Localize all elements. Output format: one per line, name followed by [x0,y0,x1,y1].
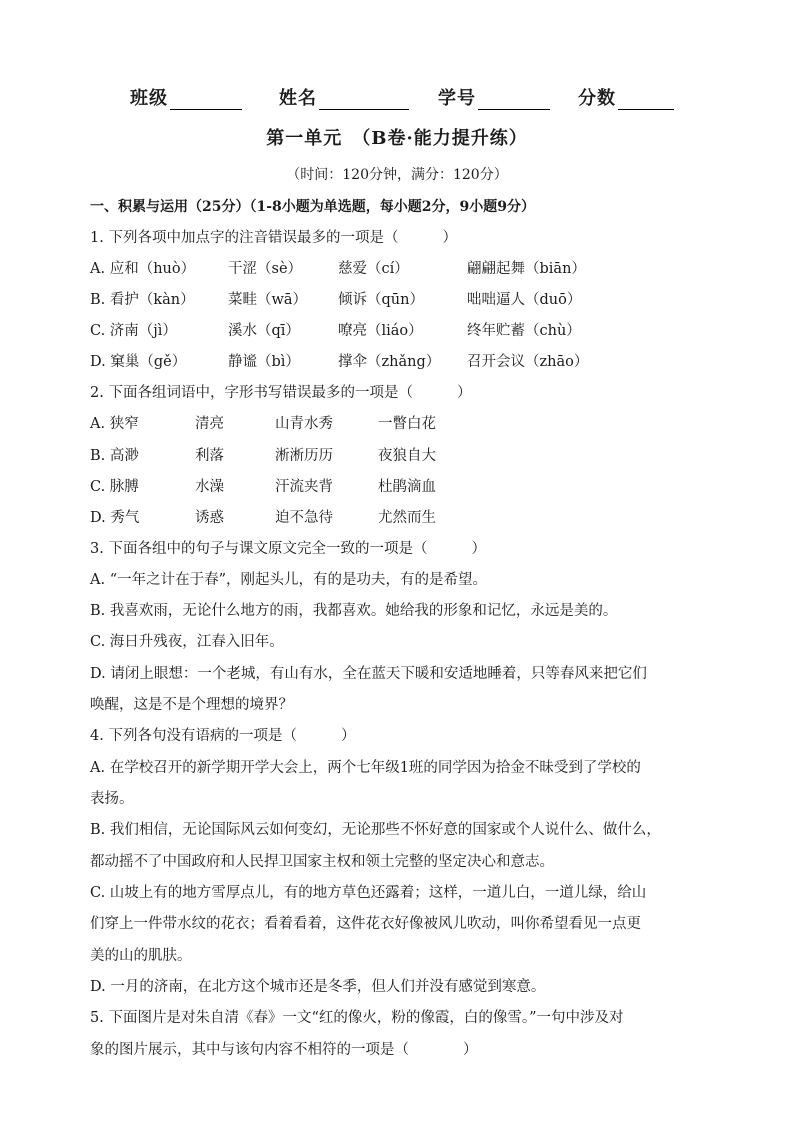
student-number-blank[interactable] [478,91,550,110]
question-4-close: ） [340,728,356,744]
score-blank[interactable] [618,91,674,110]
question-4-text: 4. 下列各句没有语病的一项是（ [90,728,297,744]
question-1-text: 1. 下列各项中加点字的注音错误最多的一项是（ [90,230,399,246]
q3-option-d-line1: D. 请闭上眼想：一个老城，有山有水，全在蓝天下暖和安适地睡着，只等春风来把它们 [90,666,647,682]
q4-option-d: D. 一月的济南，在北方这个城市还是冬季，但人们并没有感觉到寒意。 [90,979,546,995]
q2-option-d-3: 迫不急待 [275,510,333,526]
q1-option-b-1: B. 看护（kàn） [90,292,195,308]
class-field[interactable] [130,84,242,110]
question-5-line2 [90,1040,478,1060]
q4-option-b-line1: B. 我们相信，无论国际风云如何变幻，无论那些不怀好意的国家或个人说什么、做什么， [90,822,661,838]
question-5-line1: 5. 下面图片是对朱自清《春》一文“红的像火，粉的像霞，白的像雪。”一句中涉及对 [90,1010,624,1026]
q1-option-a-1: A. 应和（huò） [90,261,196,277]
q1-option-a-2: 干涩（sè） [228,261,303,277]
q1-option-a-4: 翩翩起舞（biān） [467,261,586,277]
header-fields [0,84,794,112]
q1-option-d-4: 召开会议（zhāo） [467,354,589,370]
q2-option-c-4: 杜鹃滴血 [378,479,436,495]
q1-option-c-3: 嘹亮（liáo） [338,323,423,339]
q4-option-c-line3: 美的山的肌肤。 [90,948,192,964]
q1-option-d-2: 静谧（bì） [228,354,300,370]
q1-option-c-1: C. 济南（jì） [90,323,177,339]
exam-time-info: （时间：120分钟，满分：120分） [286,167,508,183]
question-2-close: ） [456,385,472,401]
q4-option-a-line2: 表扬。 [90,791,134,807]
question-2-stem [90,383,471,403]
section-heading: 一、积累与运用（25分）（1-8小题为单选题，每小题2分，9小题9分） [90,199,535,215]
name-field[interactable] [279,84,409,110]
q2-option-a-4: 一瞥白花 [378,416,436,432]
question-3-stem [90,539,486,559]
q2-option-d-2: 诱惑 [195,510,224,526]
q1-option-b-2: 菜畦（wā） [228,292,308,308]
name-blank[interactable] [319,91,409,110]
question-3-close: ） [471,541,486,557]
q1-option-b-3: 倾诉（qūn） [338,292,424,308]
q3-option-d-line2: 唤醒，这是不是个理想的境界？ [90,697,293,713]
class-label: 班级 [130,88,168,109]
question-4-stem [90,726,355,746]
q4-option-a-line1: A. 在学校召开的新学期开学大会上，两个七年级1班的同学因为拾金不昧受到了学校的 [90,760,641,776]
q2-option-a-3: 山青水秀 [275,416,333,432]
question-5-close: ） [463,1042,478,1058]
q1-option-d-3: 撑伞（zhǎng） [338,354,441,370]
q4-option-c-line2: 们穿上一件带水纹的花衣；看着看着，这件花衣好像被风儿吹动，叫你希望看见一点更 [90,916,641,932]
q2-option-c-2: 水澡 [195,479,224,495]
q2-option-b-4: 夜狼自大 [378,448,436,464]
question-5-text: 象的图片展示，其中与该句内容不相符的一项是（ [90,1042,409,1058]
q3-option-c: C. 海日升残夜，江春入旧年。 [90,634,284,650]
score-label: 分数 [578,88,616,109]
q1-option-b-4: 咄咄逼人（duō） [467,292,582,308]
q2-option-d-1: D. 秀气 [90,510,140,526]
score-field[interactable] [578,84,674,110]
q1-option-c-2: 溪水（qī） [228,323,300,339]
question-3-text: 3. 下面各组中的句子与课文原文完全一致的一项是（ [90,541,428,557]
q2-option-c-1: C. 脉膊 [90,479,139,495]
question-1-close: ） [442,230,457,246]
q3-option-a: A. “一年之计在于春”，刚起头儿，有的是功夫，有的是希望。 [90,572,488,588]
q1-option-a-3: 慈爱（cí） [338,261,409,277]
q2-option-d-4: 尤然而生 [378,510,436,526]
q3-option-b: B. 我喜欢雨，无论什么地方的雨，我都喜欢。她给我的形象和记忆，永远是美的。 [90,603,618,619]
class-blank[interactable] [170,91,242,110]
q1-option-d-1: D. 窠巢（gě） [90,354,187,370]
q1-option-c-4: 终年贮蓄（chù） [467,323,581,339]
q2-option-a-2: 清亮 [195,416,224,432]
q2-option-b-2: 利落 [195,448,224,464]
page-title: 第一单元 （B卷·能力提升练） [266,128,528,149]
q2-option-b-3: 淅淅历历 [275,448,333,464]
name-label: 姓名 [279,88,317,109]
q4-option-b-line2: 都动摇不了中国政府和人民捍卫国家主权和领土完整的坚定决心和意志。 [90,854,554,870]
q2-option-b-1: B. 高渺 [90,448,139,464]
question-1-stem [90,228,457,248]
student-number-label: 学号 [438,88,476,109]
question-2-text: 2. 下面各组词语中，字形书写错误最多的一项是（ [90,385,413,401]
q2-option-c-3: 汗流夹背 [275,479,333,495]
student-number-field[interactable] [438,84,550,110]
q2-option-a-1: A. 狭窄 [90,416,139,432]
q4-option-c-line1: C. 山坡上有的地方雪厚点儿，有的地方草色还露着；这样，一道儿白，一道儿绿，给山 [90,885,647,901]
